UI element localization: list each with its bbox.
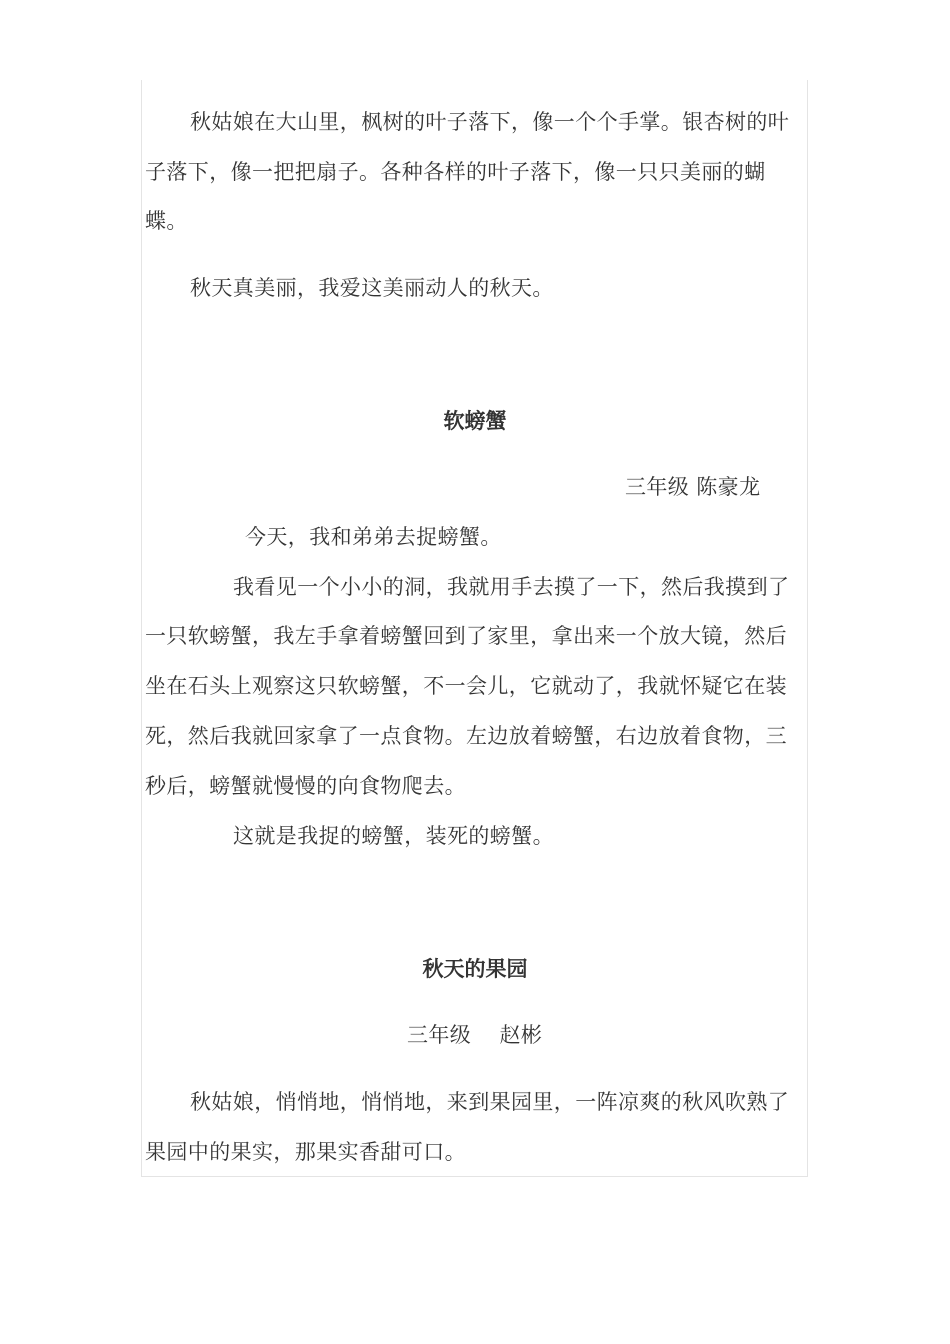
essay3-line-1: 秋姑娘，悄悄地，悄悄地，来到果园里，一阵凉爽的秋风吹熟了 xyxy=(190,1090,790,1114)
essay3-author: 三年级 赵彬 xyxy=(407,1023,543,1047)
essay2-line-1: 今天，我和弟弟去捉螃蟹。 xyxy=(245,525,502,549)
essay2-line-2: 我看见一个小小的洞，我就用手去摸了一下，然后我摸到了 xyxy=(233,575,790,599)
essay3-title: 秋天的果园 xyxy=(422,957,528,981)
essay2-line-4: 坐在石头上观察这只软螃蟹，不一会儿，它就动了，我就怀疑它在装 xyxy=(145,674,787,698)
essay1-line-1: 秋姑娘在大山里，枫树的叶子落下，像一个个手掌。银杏树的叶 xyxy=(190,110,790,134)
essay2-line-7: 这就是我捉的螃蟹，装死的螃蟹。 xyxy=(233,824,554,848)
essay1-line-2: 子落下，像一把把扇子。各种各样的叶子落下，像一只只美丽的蝴 xyxy=(145,160,766,184)
essay2-author: 三年级 陈豪龙 xyxy=(625,475,761,499)
essay2-line-5: 死，然后我就回家拿了一点食物。左边放着螃蟹，右边放着食物，三 xyxy=(145,724,787,748)
essay2-title: 软螃蟹 xyxy=(443,409,507,433)
essay3-line-2: 果园中的果实，那果实香甜可口。 xyxy=(145,1140,466,1164)
essay2-line-3: 一只软螃蟹，我左手拿着螃蟹回到了家里，拿出来一个放大镜，然后 xyxy=(145,624,787,648)
essay1-line-4: 秋天真美丽，我爱这美丽动人的秋天。 xyxy=(190,276,554,300)
essay2-line-6: 秒后，螃蟹就慢慢的向食物爬去。 xyxy=(145,774,466,798)
essay1-line-3: 蝶。 xyxy=(145,209,188,233)
